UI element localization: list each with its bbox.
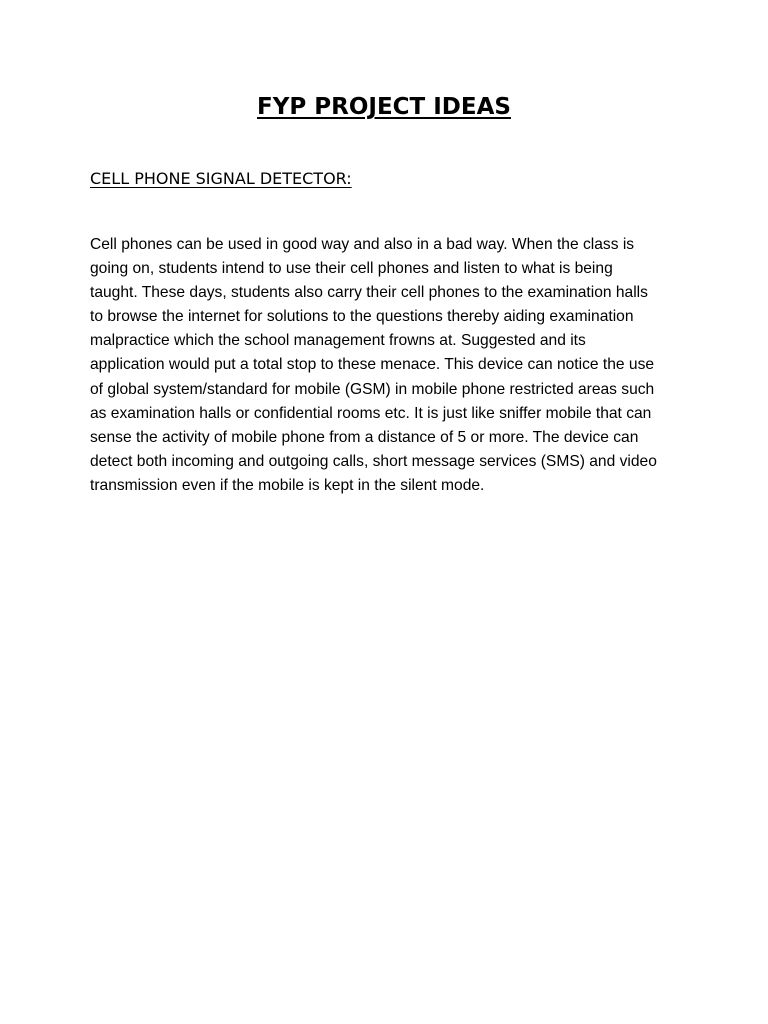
paragraph-line: sense the activity of mobile phone from a distance of 5 or more. The device can xyxy=(90,428,639,446)
document-title-text: FYP PROJECT IDEAS xyxy=(257,94,511,120)
paragraph-line: taught. These days, students also carry their cell phones to the examination halls xyxy=(90,284,648,302)
paragraph-line: application would put a total stop to these menace. This device can notice the use xyxy=(90,356,655,374)
paragraph-line: transmission even if the mobile is kept in the silent mode. xyxy=(90,476,485,494)
paragraph-line: to browse the internet for solutions to the questions thereby aiding examination xyxy=(90,308,634,326)
document-title xyxy=(0,91,768,123)
paragraph-line: as examination halls or confidential rooms etc. It is just like sniffer mobile that can xyxy=(90,404,652,422)
body-paragraph xyxy=(90,233,690,498)
paragraph-line: of global system/standard for mobile (GSM) in mobile phone restricted areas such xyxy=(90,380,655,398)
paragraph-line: malpractice which the school management frowns at. Suggested and its xyxy=(90,332,586,350)
section-heading: CELL PHONE SIGNAL DETECTOR: xyxy=(90,169,352,188)
paragraph-line: Cell phones can be used in good way and also in a bad way. When the class is xyxy=(90,236,635,253)
paragraph-line: going on, students intend to use their cell phones and listen to what is being xyxy=(90,260,613,278)
paragraph-line: detect both incoming and outgoing calls, short message services (SMS) and video xyxy=(90,452,657,470)
